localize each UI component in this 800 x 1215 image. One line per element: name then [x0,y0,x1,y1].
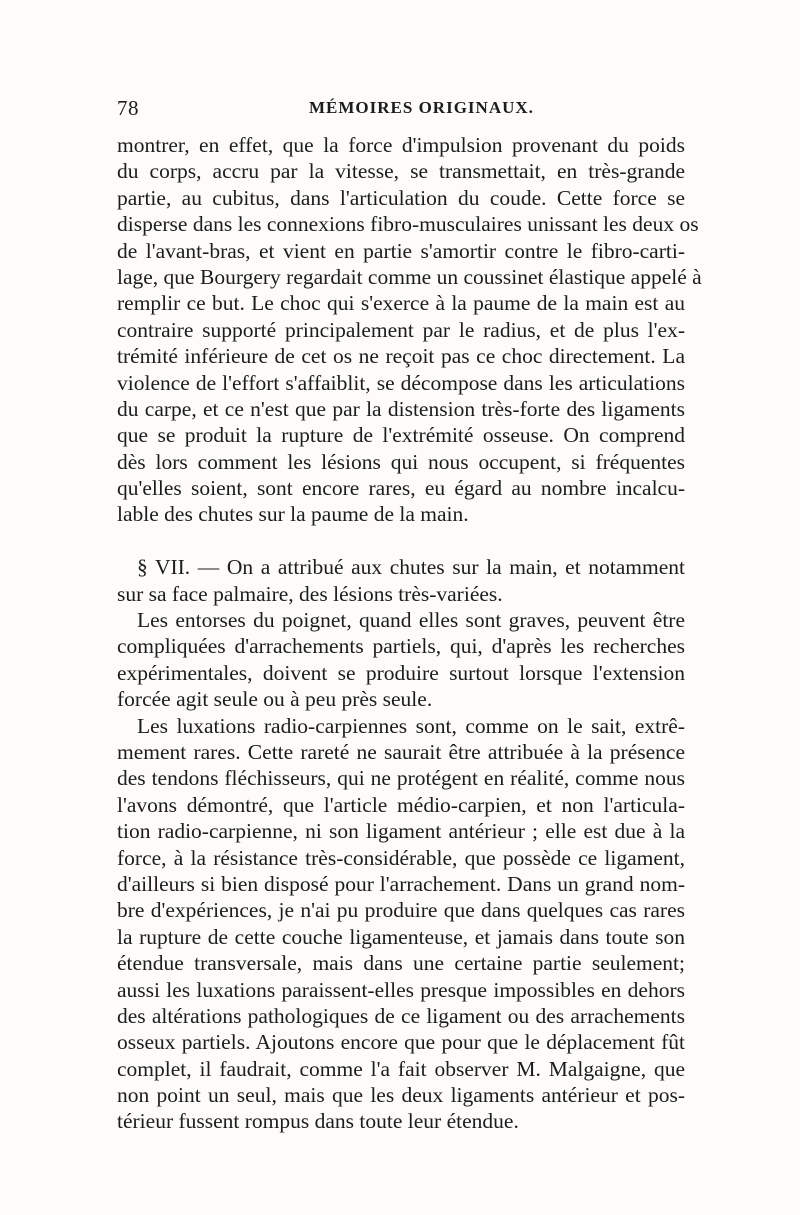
text-line: mement rares. Cette rareté ne saurait être attribuée à la présence [117,739,685,764]
paragraph-2 [117,554,685,607]
paragraph-gap [117,528,685,554]
text-line: violence de l'effort s'affaiblit, se décompose dans les articulations [117,370,685,395]
text-line: force, à la résistance très-considérable, que possède ce ligament, [117,845,685,870]
text-line: Les luxations radio-carpiennes sont, comme on le sait, extrê- [137,713,685,738]
text-line: bre d'expériences, je n'ai pu produire que dans quelques cas rares [117,898,685,923]
paragraph-3 [117,607,685,713]
paragraph-1 [117,132,702,528]
text-line: des tendons fléchisseurs, qui ne protégent en réalité, comme nous [117,766,685,791]
text-line: qu'elles soient, sont encore rares, eu égard au nombre incalcu- [117,476,685,501]
text-line: du carpe, et ce n'est que par la distension très-forte des ligaments [117,396,685,421]
text-line: forcée agit seule ou à peu près seule. [117,687,433,712]
text-line: lable des chutes sur la paume de la main. [117,502,469,527]
text-line: du corps, accru par la vitesse, se transmettait, en très-grande [117,159,685,184]
page-number: 78 [117,96,139,120]
text-line: tion radio-carpienne, ni son ligament antérieur ; elle est due à la [117,819,685,844]
text-line: disperse dans les connexions fibro-musculaires unissant les deux os [117,212,699,237]
text-line: térieur fussent rompus dans toute leur étendue. [117,1109,519,1134]
text-line: des altérations pathologiques de ce ligament ou des arrachements [117,1003,685,1028]
text-line: contraire supporté principalement par le radius, et de plus l'ex- [117,317,685,342]
text-line: complet, il faudrait, comme l'a fait observer M. Malgaigne, que [117,1056,685,1081]
text-line: expérimentales, doivent se produire surtout lorsque l'extension [117,660,685,685]
text-line: trémité inférieure de cet os ne reçoit pas ce choc directement. La [117,344,685,369]
running-title: MÉMOIRES ORIGINAUX. [309,98,534,117]
text-line: étendue transversale, mais dans une certaine partie seulement; [117,951,685,976]
text-line: non point un seul, mais que les deux ligaments antérieur et pos- [117,1083,685,1108]
text-line: que se produit la rupture de l'extrémité osseuse. On comprend [117,423,685,448]
paragraph-4 [117,713,685,1135]
page-header [117,96,685,122]
text-line: remplir ce but. Le choc qui s'exerce à la paume de la main est au [117,291,685,316]
text-line: Les entorses du poignet, quand elles sont graves, peuvent être [137,608,685,633]
text-line: d'ailleurs si bien disposé pour l'arrachement. Dans un grand nom- [117,871,685,896]
text-line: lage, que Bourgery regardait comme un coussinet élastique appelé à [117,264,702,289]
text-line: compliquées d'arrachements partiels, qui, d'après les recherches [117,634,685,659]
text-line: dès lors comment les lésions qui nous occupent, si fréquentes [117,449,685,474]
section-heading-line: § VII. — On a attribué aux chutes sur la main, et notamment [137,555,685,580]
text-line: osseux partiels. Ajoutons encore que pour que le déplacement fût [117,1030,685,1055]
text-line: partie, au cubitus, dans l'articulation du coude. Cette force se [117,185,685,210]
page-body [117,132,702,1135]
text-line: aussi les luxations paraissent-elles presque impossibles en dehors [117,977,685,1002]
text-line: la rupture de cette couche ligamenteuse, et jamais dans toute son [117,924,685,949]
text-line: montrer, en effet, que la force d'impulsion provenant du poids [117,133,685,157]
text-line: sur sa face palmaire, des lésions très-variées. [117,581,503,606]
text-line: de l'avant-bras, et vient en partie s'amortir contre le fibro-carti- [117,238,685,263]
text-line: l'avons démontré, que l'article médio-carpien, et non l'articula- [117,792,685,817]
